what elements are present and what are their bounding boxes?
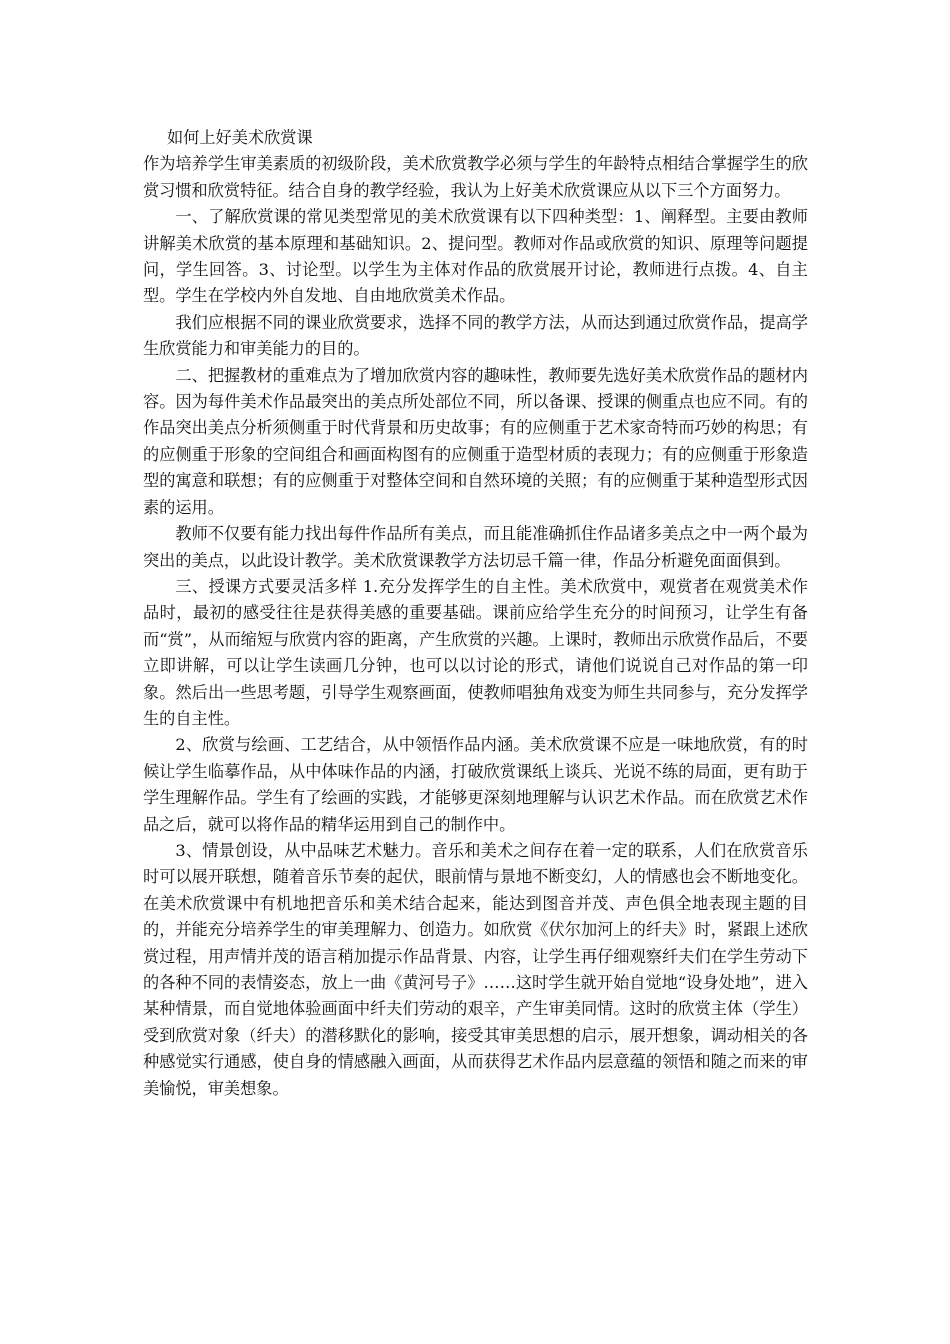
section-one-paragraph: 一、了解欣赏课的常见类型常见的美术欣赏课有以下四种类型：1、阐释型。主要由教师讲解美术欣赏的基本原理和基础知识。2、提问型。教师对作品或欣赏的知识、原理等问题提问，学生回答。3、讨论型。以学生为主体对作品的欣赏展开讨论，教师进行点拨。4、自主型。学生在学校内外自发地、自由地欣赏美术作品。 [143, 207, 808, 306]
section-two-paragraph: 二、把握教材的重难点为了增加欣赏内容的趣味性，教师要先选好美术欣赏作品的题材内容。因为每件美术作品最突出的美点所处部位不同，所以备课、授课的侧重点也应不同。有的作品突出美点分析须侧重于时代背景和历史故事；有的应侧重于艺术家奇特而巧妙的构思；有的应侧重于形象的空间组合和画面构图有的应侧重于造型材质的表现力；有的应侧重于形象造型的寓意和联想；有的应侧重于对整体空间和自然环境的关照；有的应侧重于某种造型形式因素的运用。 [143, 365, 808, 517]
section-two-conclusion-paragraph: 教师不仅要有能力找出每件作品所有美点，而且能准确抓住作品诸多美点之中一两个最为突出的美点，以此设计教学。美术欣赏课教学方法切忌千篇一律，作品分析避免面面俱到。 [143, 524, 808, 570]
section-three-point-three-paragraph: 3、情景创设，从中品味艺术魅力。音乐和美术之间存在着一定的联系，人们在欣赏音乐时可以展开联想，随着音乐节奏的起伏，眼前情与景地不断变幻，人的情感也会不断地变化。在美术欣赏课中有机地把音乐和美术结合起来，能达到图音并茂、声色俱全地表现主题的目的，并能充分培养学生的审美理解力、创造力。如欣赏《伏尔加河上的纤夫》时，紧跟上述欣赏过程，用声情并茂的语言稍加提示作品背景、内容，让学生再仔细观察纤夫们在学生劳动下的各种不同的表情姿态，放上一曲《黄河号子》……这时学生就开始自觉地“设身处地”，进入某种情景，而自觉地体验画面中纤夫们劳动的艰辛，产生审美同情。这时的欣赏主体（学生）受到欣赏对象（纤夫）的潜移默化的影响，接受其审美思想的启示，展开想象，调动相关的各种感觉实行通感，使自身的情感融入画面，从而获得艺术作品内层意蕴的领悟和随之而来的审美愉悦，审美想象。 [143, 840, 808, 1098]
section-three-point-one-paragraph: 三、授课方式要灵活多样 1.充分发挥学生的自主性。美术欣赏中，观赏者在观赏美术作品时，最初的感受往往是获得美感的重要基础。课前应给学生充分的时间预习，让学生有备而“赏”，从而缩短与欣赏内容的距离，产生欣赏的兴趣。上课时，教师出示欣赏作品后，不要立即讲解，可以让学生读画几分钟，也可以以讨论的形式，请他们说说自己对作品的第一印象。然后出一些思考题，引导学生观察画面，使教师唱独角戏变为师生共同参与，充分发挥学生的自主性。 [143, 576, 808, 728]
document-body [143, 125, 808, 1102]
intro-paragraph: 作为培养学生审美素质的初级阶段，美术欣赏教学必须与学生的年龄特点相结合掌握学生的欣赏习惯和欣赏特征。结合自身的教学经验，我认为上好美术欣赏课应从以下三个方面努力。 [143, 154, 808, 200]
document-title: 如何上好美术欣赏课 [167, 128, 313, 147]
section-three-point-two-paragraph: 2、欣赏与绘画、工艺结合，从中领悟作品内涵。美术欣赏课不应是一味地欣赏，有的时候让学生临摹作品，从中体味作品的内涵，打破欣赏课纸上谈兵、光说不练的局面，更有助于学生理解作品。学生有了绘画的实践，才能够更深刻地理解与认识艺术作品。而在欣赏艺术作品之后，就可以将作品的精华运用到自己的制作中。 [143, 735, 808, 834]
section-one-conclusion-paragraph: 我们应根据不同的课业欣赏要求，选择不同的教学方法，从而达到通过欣赏作品，提高学生欣赏能力和审美能力的目的。 [143, 312, 808, 359]
